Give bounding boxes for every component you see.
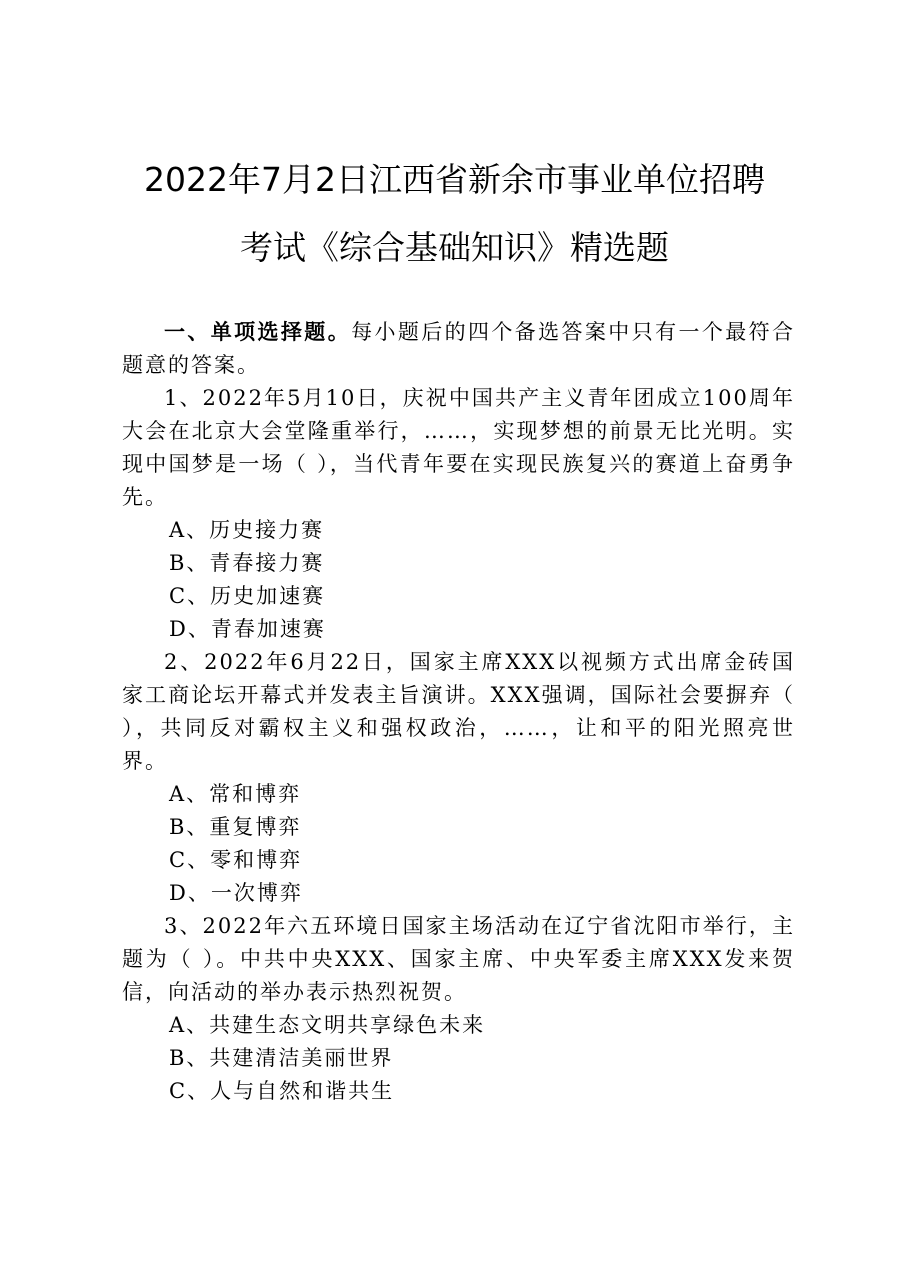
answer-option: A、常和博弈 bbox=[169, 782, 302, 806]
answer-option: B、共建清洁美丽世界 bbox=[169, 1046, 394, 1070]
document-title-line-1: 2022年7月2日江西省新余市事业单位招聘 bbox=[144, 160, 765, 199]
answer-option: B、重复博弈 bbox=[169, 815, 302, 839]
section-instruction: 每小题后的四个备选答案中只有一个最符合题意的答案。 bbox=[122, 320, 795, 377]
section-heading: 一、单项选择题。 bbox=[164, 320, 352, 344]
question-stem: 2、2022年6月22日，国家主席XXX以视频方式出席金砖国家工商论坛开幕式并发表主旨演讲。XXX强调，国际社会要摒弃（ ），共同反对霸权主义和强权政治，……，让和平的阳光照亮世界。 bbox=[122, 650, 795, 773]
answer-option: D、青春加速赛 bbox=[169, 617, 326, 641]
answer-option: C、人与自然和谐共生 bbox=[169, 1079, 395, 1103]
answer-option: D、一次博弈 bbox=[169, 881, 303, 905]
document-body bbox=[122, 316, 795, 1108]
document-title-line-2: 考试《综合基础知识》精选题 bbox=[240, 228, 669, 267]
answer-option: C、历史加速赛 bbox=[169, 584, 326, 608]
answer-option: B、青春接力赛 bbox=[169, 551, 325, 575]
section-intro bbox=[122, 316, 795, 382]
question-stem: 3、2022年六五环境日国家主场活动在辽宁省沈阳市举行，主题为（ ）。中共中央XXX、国家主席、中央军委主席XXX发来贺信，向活动的举办表示热烈祝贺。 bbox=[122, 914, 795, 1004]
answer-option: C、零和博弈 bbox=[169, 848, 303, 872]
answer-option: A、共建生态文明共享绿色未来 bbox=[169, 1013, 486, 1037]
answer-option: A、历史接力赛 bbox=[169, 518, 325, 542]
question-stem: 1、2022年5月10日，庆祝中国共产主义青年团成立100周年大会在北京大会堂隆重举行，……，实现梦想的前景无比光明。实现中国梦是一场（ ），当代青年要在实现民族复兴的赛道上奋勇争先。 bbox=[122, 386, 795, 509]
